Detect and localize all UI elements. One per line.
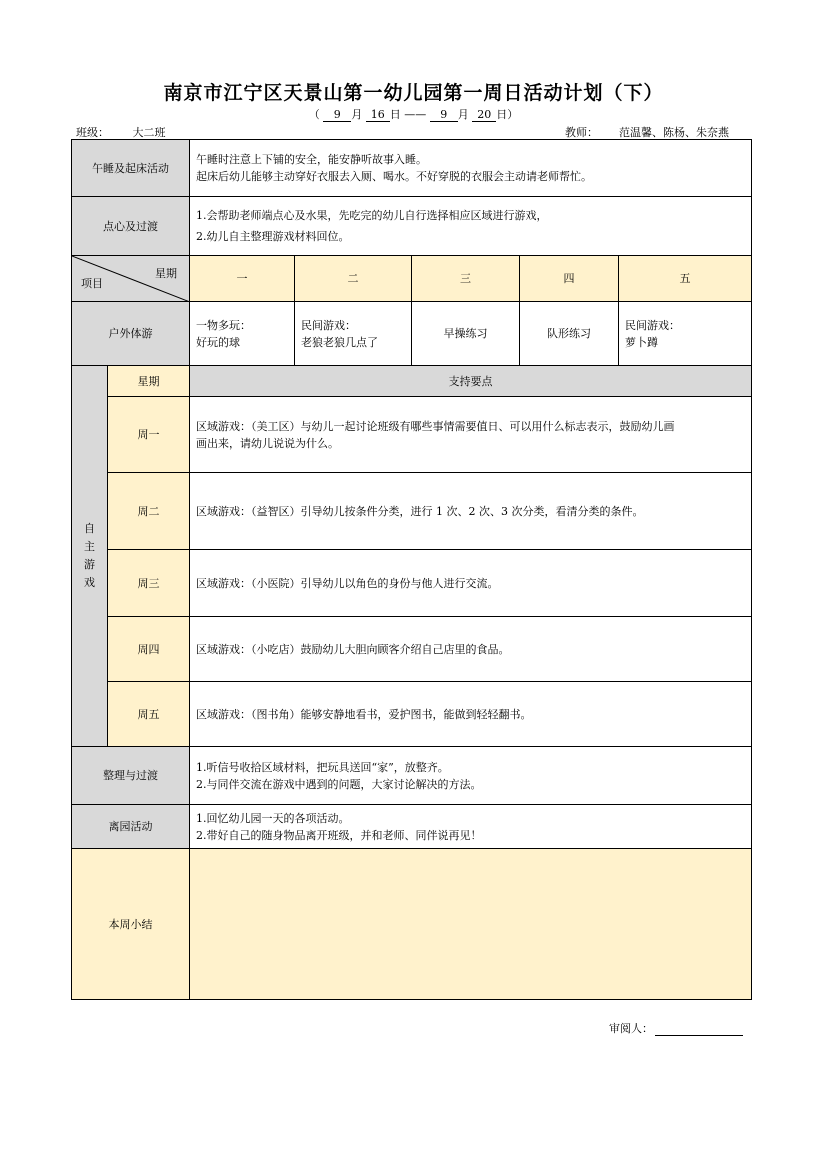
date-open-paren: （	[308, 108, 320, 121]
outdoor-label: 户外体游	[72, 302, 190, 366]
teacher-label: 教师：	[565, 126, 598, 139]
outdoor-cell: 队形练习	[520, 302, 619, 366]
teacher-value: 范温馨、陈杨、朱奈燕	[598, 126, 750, 140]
outdoor-cell	[295, 302, 412, 366]
reviewer	[609, 1020, 743, 1036]
weekday-header-label: 星期	[155, 267, 177, 280]
date-close-paren: ）	[507, 108, 519, 121]
tidy-content	[190, 747, 752, 805]
start-month: 9	[323, 109, 351, 122]
summary-row	[72, 849, 752, 1000]
month-char-1: 月	[351, 108, 363, 121]
free-play-row	[72, 682, 752, 747]
start-day: 16	[366, 109, 390, 122]
free-play-line: 区域游戏：（小医院）引导幼儿以角色的身份与他人进行交流。	[196, 576, 499, 590]
nap-line: 起床后幼儿能够主动穿好衣服去入厕、喝水。不好穿脱的衣服会主动请老师帮忙。	[196, 170, 592, 183]
free-play-label-char: 游	[84, 558, 95, 571]
outdoor-cell	[619, 302, 752, 366]
teacher-info	[565, 124, 750, 140]
class-label: 班级：	[76, 126, 109, 139]
day-char-2: 日	[496, 108, 508, 121]
leave-line: 1.回忆幼儿园一天的各项活动。	[196, 811, 350, 825]
free-play-line: 区域游戏：（小吃店）鼓励幼儿大胆向顾客介绍自己店里的食品。	[196, 642, 510, 656]
snack-content	[190, 197, 752, 256]
free-play-line: 画出来，请幼儿说说为什么。	[196, 436, 339, 450]
free-play-day: 周四	[108, 617, 190, 682]
month-char-2: 月	[457, 108, 469, 121]
free-play-day: 周五	[108, 682, 190, 747]
outdoor-cell-line: 一物多玩：	[196, 318, 251, 332]
day-header: 二	[295, 256, 412, 302]
leave-row	[72, 805, 752, 849]
end-month: 9	[430, 109, 458, 122]
free-play-line: 区域游戏：（图书角）能够安静地看书，爱护图书，能做到轻轻翻书。	[196, 707, 532, 721]
summary-label: 本周小结	[72, 849, 190, 1000]
snack-label: 点心及过渡	[72, 197, 190, 256]
day-char-1: 日	[389, 108, 401, 121]
nap-line: 午睡时注意上下铺的安全，能安静听故事入睡。	[196, 153, 427, 166]
nap-row	[72, 140, 752, 197]
day-header: 四	[520, 256, 619, 302]
tidy-line: 2.与同伴交流在游戏中遇到的问题，大家讨论解决的方法。	[196, 777, 482, 791]
weekday-header-row	[72, 256, 752, 302]
class-value: 大二班	[109, 126, 189, 140]
tidy-row	[72, 747, 752, 805]
free-play-day: 周一	[108, 397, 190, 473]
outdoor-cell-line: 萝卜蹲	[625, 335, 658, 349]
outdoor-cell	[190, 302, 295, 366]
free-play-label	[72, 366, 108, 747]
summary-content[interactable]	[190, 849, 752, 1000]
free-play-points	[190, 397, 752, 473]
free-play-points	[190, 473, 752, 550]
outdoor-cell-line: 民间游戏：	[625, 318, 680, 332]
free-play-day: 周三	[108, 550, 190, 617]
tidy-line: 1.听信号收拾区域材料，把玩具送回“家”，放整齐。	[196, 760, 449, 774]
free-play-day: 周二	[108, 473, 190, 550]
free-play-row	[72, 473, 752, 550]
free-play-points	[190, 617, 752, 682]
date-range	[0, 106, 827, 122]
leave-content	[190, 805, 752, 849]
outdoor-row	[72, 302, 752, 366]
activity-plan-table	[71, 139, 752, 1000]
day-header: 一	[190, 256, 295, 302]
free-play-row	[72, 617, 752, 682]
leave-line: 2.带好自己的随身物品离开班级，并和老师、同伴说再见！	[196, 828, 482, 842]
free-play-points	[190, 682, 752, 747]
free-play-line: 区域游戏：（益智区）引导幼儿按条件分类，进行 1 次、2 次、3 次分类，看清分类的条件。	[196, 504, 644, 518]
reviewer-signature-line[interactable]	[655, 1023, 743, 1036]
tidy-label: 整理与过渡	[72, 747, 190, 805]
outdoor-cell-line: 好玩的球	[196, 335, 240, 349]
diagonal-header-cell	[72, 256, 190, 302]
date-dash: ——	[404, 108, 427, 121]
free-play-label-char: 主	[84, 540, 95, 553]
snack-line: 1.会帮助老师端点心及水果，先吃完的幼儿自行选择相应区域进行游戏，	[196, 209, 548, 222]
nap-label: 午睡及起床活动	[72, 140, 190, 197]
free-play-row	[72, 397, 752, 473]
free-play-row	[72, 550, 752, 617]
day-header: 五	[619, 256, 752, 302]
snack-row	[72, 197, 752, 256]
day-header: 三	[412, 256, 520, 302]
free-play-points	[190, 550, 752, 617]
outdoor-cell: 早操练习	[412, 302, 520, 366]
item-header-label: 项目	[81, 277, 103, 290]
outdoor-cell-line: 民间游戏：	[301, 318, 356, 332]
free-play-label-char: 戏	[84, 576, 95, 589]
free-play-header-row	[72, 366, 752, 397]
end-day: 20	[472, 109, 496, 122]
reviewer-label: 审阅人：	[609, 1022, 653, 1035]
snack-line: 2.幼儿自主整理游戏材料回位。	[196, 230, 350, 243]
leave-label: 离园活动	[72, 805, 190, 849]
support-points-header: 支持要点	[190, 366, 752, 397]
class-info	[76, 124, 189, 140]
free-play-weekday-header: 星期	[108, 366, 190, 397]
outdoor-cell-line: 老狼老狼几点了	[301, 335, 378, 349]
free-play-label-char: 自	[84, 522, 95, 535]
free-play-line: 区域游戏：（美工区）与幼儿一起讨论班级有哪些事情需要值日、可以用什么标志表示，鼓励幼儿画	[196, 419, 675, 433]
nap-content	[190, 140, 752, 197]
page-title: 南京市江宁区天景山第一幼儿园第一周日活动计划（下）	[163, 82, 664, 104]
